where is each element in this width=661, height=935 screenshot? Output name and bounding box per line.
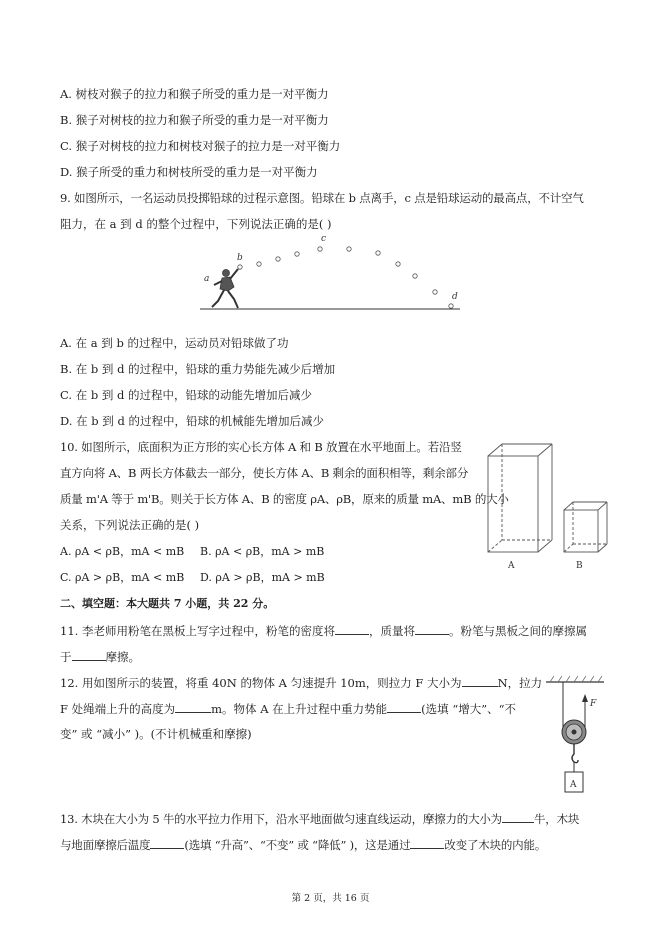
q9-stem-line1: 9. 如图所示，一名运动员投掷铅球的过程示意图。铅球在 b 点离手，c 点是铅球运动的最高点，不计空气: [60, 191, 584, 205]
q10-option-d: D. ρA > ρB，mA > mB: [200, 571, 325, 584]
figure-label-c: c: [321, 234, 327, 244]
q12-blank-energy: [387, 700, 421, 713]
q13-text-2: 牛，木块: [533, 812, 580, 826]
q12-blank-force: [462, 674, 498, 687]
q10-line2: 直方向将 A、B 两长方体截去一部分，使长方体 A、B 剩余的面积相等，剩余部分: [60, 466, 469, 480]
q11-text-4: 于: [60, 650, 72, 664]
q12-line2: [60, 700, 516, 717]
section-fill-in-title: 二、填空题：本大题共 7 小题，共 22 分。: [60, 597, 275, 610]
q8-option-a: A. 树枝对猴子的拉力和猴子所受的重力是一对平衡力: [60, 87, 329, 101]
cuboid-figure: [480, 440, 630, 575]
q13-blank-temperature: [150, 836, 184, 849]
q9-stem-line2: 阻力，在 a 到 d 的整个过程中，下列说法正确的是( ): [60, 217, 332, 231]
q10-option-a: A. ρA < ρB，mA < mB: [60, 545, 185, 558]
pulley-label-block: A: [570, 780, 577, 790]
q9-option-a: A. 在 a 到 b 的过程中，运动员对铅球做了功: [60, 336, 289, 350]
q8-option-c: C. 猴子对树枝的拉力和树枝对猴子的拉力是一对平衡力: [60, 139, 341, 153]
q11-blank-mass: [415, 622, 449, 635]
page-number: 第 2 页，共 16 页: [291, 893, 370, 904]
q12-text-3: F 处绳端上升的高度为: [60, 702, 176, 716]
figure-label-d: d: [452, 292, 458, 302]
pulley-label-force: F: [590, 699, 597, 709]
q11-line1: [60, 622, 587, 639]
q11-blank-density: [335, 622, 369, 635]
shot-put-figure: [200, 235, 470, 317]
figure-label-a: a: [204, 274, 210, 284]
q11-text-5: 摩擦。: [105, 650, 140, 664]
pulley-figure: [540, 676, 610, 802]
q11-text-3: 。粉笔与黑板之间的摩擦属: [448, 624, 587, 638]
figure-label-b: b: [237, 253, 243, 263]
q11-text-1: 11. 李老师用粉笔在黑板上写字过程中，粉笔的密度将: [60, 624, 335, 638]
q11-blank-friction: [72, 648, 106, 661]
q13-text-5: 改变了木块的内能。: [444, 838, 547, 852]
q10-line4: 关系，下列说法正确的是( ): [60, 518, 200, 532]
q9-option-d: D. 在 b 到 d 的过程中，铅球的机械能先增加后减少: [60, 414, 324, 428]
q12-text-2: N，拉力: [497, 676, 543, 690]
q13-text-3: 与地面摩擦后温度: [60, 838, 151, 852]
q9-option-b: B. 在 b 到 d 的过程中，铅球的重力势能先减少后增加: [60, 362, 336, 376]
q10-option-c: C. ρA > ρB，mA < mB: [60, 571, 185, 584]
q12-line3: 变” 或 “减小” )。(不计机械重和摩擦): [60, 727, 252, 741]
q13-line2: [60, 836, 546, 853]
cuboid-label-b: B: [576, 561, 583, 571]
q10-line1: 10. 如图所示，底面积为正方形的实心长方体 A 和 B 放置在水平地面上。若沿竖: [60, 440, 462, 454]
q11-line2: [60, 648, 140, 665]
q11-text-2: ，质量将: [368, 624, 415, 638]
q9-option-c: C. 在 b 到 d 的过程中，铅球的动能先增加后减少: [60, 388, 313, 402]
q13-blank-friction: [502, 810, 534, 823]
q10-option-b: B. ρA < ρB，mA > mB: [200, 545, 325, 558]
q8-option-b: B. 猴子对树枝的拉力和猴子所受的重力是一对平衡力: [60, 113, 329, 127]
q13-text-4: (选填 “升高”、“不变” 或 “降低” )，这是通过: [184, 838, 411, 852]
q10-line3: 质量 m'A 等于 m'B。则关于长方体 A、B 的密度 ρA、ρB，原来的质量 mA、mB 的大小: [60, 492, 509, 506]
q13-text-1: 13. 木块在大小为 5 牛的水平拉力作用下，沿水平地面做匀速直线运动，摩擦力的大小为: [60, 812, 502, 826]
q12-text-5: (选填 “增大”、“不: [421, 702, 516, 716]
q8-option-d: D. 猴子所受的重力和树枝所受的重力是一对平衡力: [60, 165, 318, 179]
q13-line1: [60, 810, 579, 827]
cuboid-label-a: A: [508, 561, 515, 571]
q12-line1: [60, 674, 542, 691]
q12-text-1: 12. 用如图所示的装置，将重 40N 的物体 A 匀速提升 10m，则拉力 F 大小为: [60, 676, 462, 690]
q13-blank-method: [410, 836, 444, 849]
q12-text-4: m。物体 A 在上升过程中重力势能: [211, 702, 388, 716]
q12-blank-height: [175, 700, 211, 713]
